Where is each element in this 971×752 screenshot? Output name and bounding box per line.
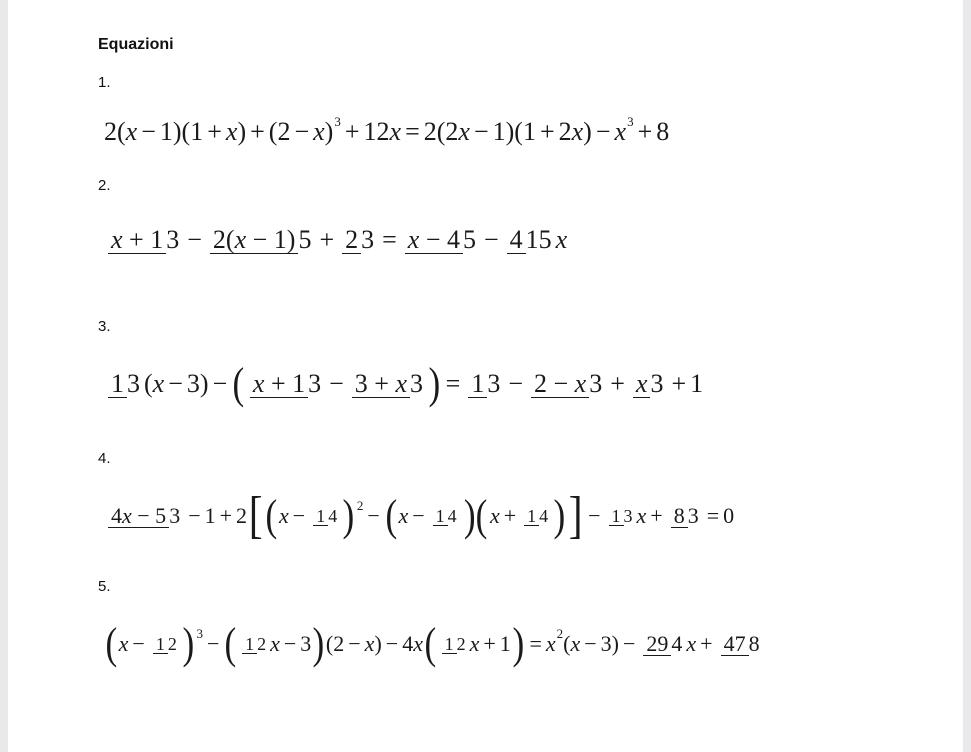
equation-3: 1 3 ( x − 3) − ( x + 1 3 − 3 + x 3 ) = 1 3 − 2 − x 3 + x 3 + 1 (104, 362, 703, 406)
equation-1: 2( x − 1)(1 + x ) + (2 − x ) 3 + 12 x = 2(2 x − 1)(1 + 2 x ) − x 3 + 8 (104, 114, 670, 146)
equation-5: ( x − 1 2 ) 3 − ( 1 2 x − 3 ) (2 − x ) − 4 x ( 1 2 x + 1 ) = x 2 ( x − 3) − 29 4 x + 47 8 (105, 619, 760, 668)
item-number-3: 3. (98, 318, 111, 335)
item-number-1: 1. (98, 74, 111, 91)
equation-4: 4x − 5 3 − 1 + 2 [ ( x − 1 4 ) 2 − ( x − 1 4 )( x + 1 4 ) ] − 1 3 x + 8 3 = 0 (104, 490, 734, 542)
equation-2: x + 1 3 − 2(x − 1) 5 + 2 3 = x − 4 5 − 4 15 x (104, 225, 567, 255)
document-page (8, 0, 963, 752)
document-heading: Equazioni (98, 36, 174, 53)
item-number-4: 4. (98, 450, 111, 467)
item-number-2: 2. (98, 177, 111, 194)
item-number-5: 5. (98, 578, 111, 595)
